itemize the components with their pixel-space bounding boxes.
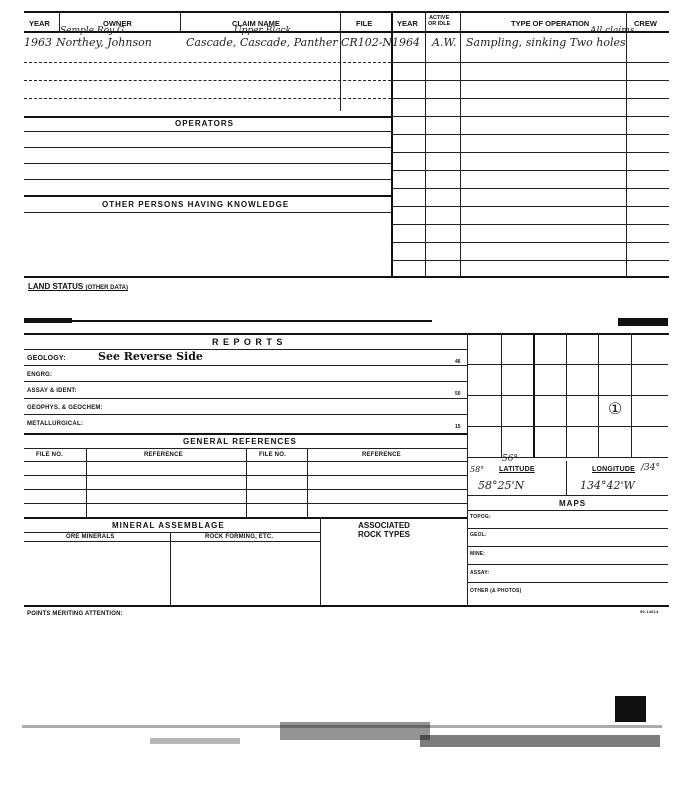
- gen-ref-vline-1: [86, 448, 87, 517]
- map-row-rule: [467, 582, 668, 583]
- map-row-rule: [467, 528, 668, 529]
- operators-rule-4: [24, 195, 391, 197]
- scan-smear-left: [24, 318, 72, 323]
- map-row-rule: [467, 564, 668, 565]
- report-rule: [24, 381, 467, 382]
- form-top-border: [24, 11, 669, 13]
- rule-right-3: [391, 98, 669, 99]
- latitude-value: 58°25'N: [478, 479, 525, 492]
- rock-types-label: ROCK TYPES: [358, 530, 411, 539]
- operators-rule-2: [24, 163, 391, 164]
- gen-ref-vline-2: [246, 448, 247, 517]
- scan-artifact-block: [615, 696, 646, 722]
- lat-prefix: 58°: [470, 465, 485, 474]
- rule-right-10: [391, 224, 669, 225]
- entry-file: CR102-N: [341, 36, 393, 49]
- upper-table-bottom: [24, 276, 669, 278]
- mineral-vline-1: [170, 532, 171, 605]
- rule-right-12: [391, 260, 669, 261]
- general-references-title: GENERAL REFERENCES: [183, 437, 297, 446]
- lat-note: 56°: [502, 454, 518, 464]
- col-type-of-operation: TYPE OF OPERATION: [511, 19, 590, 28]
- ore-minerals-label: ORE MINERALS: [66, 534, 115, 540]
- latitude-label: LATITUDE: [499, 466, 535, 473]
- longitude-label: LONGITUDE: [592, 466, 636, 473]
- land-status-sub: (OTHER DATA): [85, 285, 128, 291]
- rule-right-11: [391, 242, 669, 243]
- report-rule: [24, 398, 467, 399]
- points-meriting-attention: POINTS MERITING ATTENTION:: [27, 611, 123, 617]
- report-rule: [24, 433, 467, 435]
- rock-forming-label: ROCK FORMING, ETC.: [205, 534, 274, 540]
- operators-rule-3: [24, 179, 391, 180]
- map-row-label: TOPOG:: [470, 514, 491, 520]
- claim-line-1: Upper Black: [234, 26, 291, 36]
- scan-smear-right: [618, 318, 668, 326]
- operation-line-2: Sampling, sinking Two holes: [466, 36, 626, 49]
- lower-table-bottom: [24, 605, 669, 607]
- vline-owner: [180, 11, 181, 33]
- rule-right-5: [391, 134, 669, 135]
- report-label: GEOPHYS. & GEOCHEM:: [27, 405, 103, 411]
- reports-header-rule: [24, 349, 467, 350]
- col-year: YEAR: [29, 19, 50, 28]
- scan-noise-patch: [420, 735, 660, 747]
- rule-row-3: [24, 98, 391, 99]
- report-label: METALLURGICAL:: [27, 421, 84, 427]
- maps-title: MAPS: [559, 499, 587, 508]
- vline-main-divider: [391, 11, 393, 276]
- owner-line-1: Semple Roy G: [60, 26, 125, 36]
- operators-title: OPERATORS: [175, 119, 234, 128]
- entry-year-2: 1964: [392, 36, 420, 49]
- long-suffix: /34°: [641, 463, 660, 473]
- other-persons-title: OTHER PERSONS HAVING KNOWLEDGE: [102, 200, 290, 209]
- rule-right-2: [391, 80, 669, 81]
- maps-title-rule: [467, 510, 668, 511]
- map-row-label: OTHER (& PHOTOS): [470, 588, 522, 594]
- map-row-rule: [467, 546, 668, 547]
- report-num: 15: [455, 424, 461, 430]
- vline-claim: [340, 11, 341, 111]
- reports-title: R E P O R T S: [212, 337, 284, 347]
- rule-row-1: [24, 62, 391, 63]
- lat-long-bottom: [467, 495, 668, 496]
- report-num: 46: [455, 359, 461, 365]
- gen-ref-col-file-2: FILE NO.: [259, 452, 286, 458]
- col-claim-name: CLAIM NAME: [232, 19, 280, 28]
- longitude-value: 134°42'W: [580, 479, 635, 492]
- report-value: See Reverse Side: [98, 350, 203, 363]
- or-idle-label: OR IDLE: [428, 21, 451, 27]
- rule-right-1: [391, 62, 669, 63]
- grid-circle-mark: ①: [608, 401, 623, 418]
- col-year-2: YEAR: [397, 19, 418, 28]
- report-num: 50: [455, 391, 461, 397]
- col-active-or-idle: [428, 15, 450, 27]
- rule-row-2: [24, 80, 391, 81]
- vline-crew: [626, 11, 627, 276]
- mineral-vline-2: [320, 517, 321, 605]
- gen-ref-bottom: [24, 517, 467, 519]
- gen-ref-vline-3: [307, 448, 308, 517]
- report-label: ASSAY & IDENT:: [27, 388, 77, 394]
- reports-top-rule: [24, 333, 669, 335]
- gen-ref-col-file-1: FILE NO.: [36, 452, 63, 458]
- operators-rule-0: [24, 131, 391, 132]
- mineral-title-rule: [24, 532, 320, 533]
- operators-rule-1: [24, 147, 391, 148]
- mineral-header-rule: [24, 541, 320, 542]
- report-label: ENGRG:: [27, 372, 53, 378]
- lat-long-divider: [566, 461, 567, 495]
- rule-right-8: [391, 188, 669, 189]
- map-row-label: GEOL:: [470, 532, 487, 538]
- land-status-title: LAND STATUS: [28, 282, 84, 291]
- grid-hline: [467, 364, 668, 365]
- land-status-heading: [28, 282, 128, 291]
- col-owner: OWNER: [103, 19, 132, 28]
- rule-right-7: [391, 170, 669, 171]
- col-crew: CREW: [634, 19, 657, 28]
- report-label: GEOLOGY:: [27, 355, 66, 362]
- gen-ref-col-ref-1: REFERENCE: [144, 452, 183, 458]
- grid-hline: [467, 457, 668, 458]
- map-row-label: MINE:: [470, 551, 486, 557]
- col-file: FILE: [356, 19, 373, 28]
- scan-noise-patch: [150, 738, 240, 744]
- form-number: 59-14614: [640, 609, 659, 614]
- associated-rock-types: [358, 521, 410, 539]
- rule-row-4: [24, 116, 391, 118]
- mineral-assemblage-title: MINERAL ASSEMBLAGE: [112, 521, 225, 530]
- map-row-label: ASSAY:: [470, 570, 490, 576]
- active-label: ACTIVE: [429, 15, 450, 21]
- claim-line-2: Cascade, Cascade, Panther: [186, 36, 338, 49]
- gen-ref-col-ref-2: REFERENCE: [362, 452, 401, 458]
- grid-hline: [467, 395, 668, 396]
- rule-right-9: [391, 206, 669, 207]
- land-status-rule: [72, 320, 432, 322]
- vline-year2: [425, 11, 426, 276]
- report-rule: [24, 414, 467, 415]
- report-rule: [24, 365, 467, 366]
- vline-active: [460, 11, 461, 276]
- scan-noise-patch: [280, 722, 430, 740]
- entry-year: 1963: [24, 36, 52, 49]
- grid-hline: [467, 426, 668, 427]
- rule-right-4: [391, 116, 669, 117]
- other-rule-1: [24, 212, 391, 213]
- entry-active: A.W.: [432, 36, 457, 49]
- operation-line-1: All claims: [590, 26, 635, 36]
- associated-label: ASSOCIATED: [358, 521, 410, 530]
- owner-line-2: Northey, Johnson: [56, 36, 152, 49]
- rule-right-6: [391, 152, 669, 153]
